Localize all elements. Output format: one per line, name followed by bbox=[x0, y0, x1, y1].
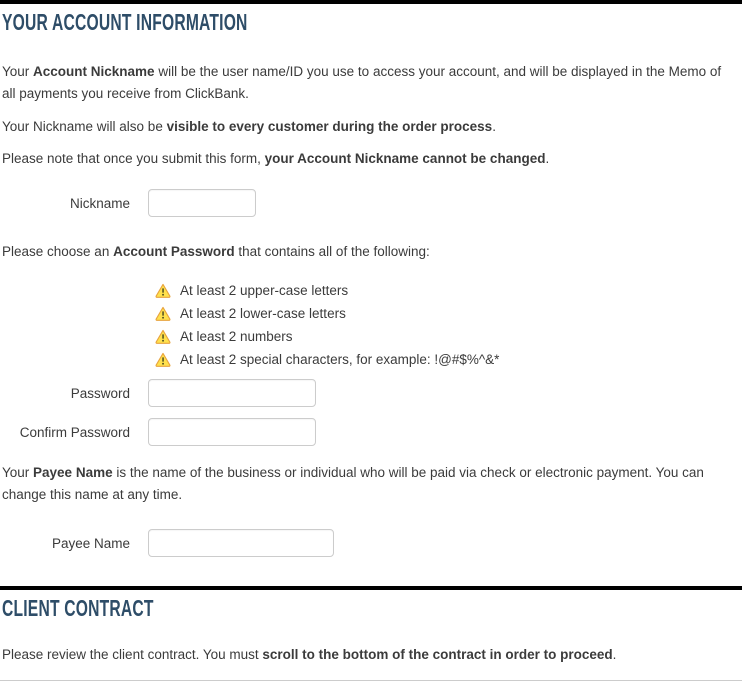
contract-instruction-bold: scroll to the bottom of the contract in order to proceed bbox=[262, 647, 613, 662]
nickname-warning-bold: your Account Nickname cannot be changed bbox=[264, 151, 546, 166]
payee-name-description bbox=[0, 462, 742, 506]
nickname-warning-rest: . bbox=[545, 151, 550, 166]
warning-icon bbox=[155, 329, 171, 344]
password-rule-lowercase bbox=[155, 302, 742, 325]
account-information-title bbox=[0, 4, 742, 35]
nickname-visibility-rest: . bbox=[492, 119, 496, 134]
nickname-description-rest: will be the user name/ID you use to access your account, and will be displayed in the Memo of all payments you receive from ClickBank. bbox=[2, 64, 722, 101]
nickname-label: Nickname bbox=[69, 195, 130, 211]
warning-icon bbox=[155, 283, 171, 298]
nickname-visibility-text: Your Nickname will also be bbox=[2, 119, 167, 134]
warning-icon bbox=[155, 352, 171, 367]
client-contract-title bbox=[0, 590, 742, 621]
password-rule-numbers bbox=[155, 325, 742, 348]
password-rule-label: At least 2 lower-case letters bbox=[180, 306, 346, 321]
contract-review-instruction bbox=[0, 644, 742, 666]
confirm-password-row bbox=[0, 418, 742, 446]
confirm-password-label: Confirm Password bbox=[19, 424, 130, 440]
password-instructions-rest: that contains all of the following: bbox=[234, 244, 430, 259]
password-instructions-text: Please choose an bbox=[2, 244, 114, 259]
nickname-warning-text: Please note that once you submit this form, bbox=[2, 151, 265, 166]
contract-box-top-border bbox=[0, 680, 742, 681]
payee-description-rest: is the name of the business or individual who will be paid via check or electronic payment. You can change this name at any time. bbox=[2, 465, 704, 502]
payee-name-label: Payee Name bbox=[51, 535, 130, 551]
password-input[interactable] bbox=[148, 379, 316, 407]
password-rule-special-chars bbox=[155, 348, 742, 371]
password-instructions bbox=[0, 241, 742, 263]
payee-name-row bbox=[0, 529, 742, 557]
password-rule-label: At least 2 numbers bbox=[180, 329, 293, 344]
password-rules-list bbox=[0, 279, 742, 371]
nickname-description bbox=[0, 61, 742, 105]
password-rule-uppercase bbox=[155, 279, 742, 302]
nickname-input[interactable] bbox=[148, 189, 256, 217]
password-row bbox=[0, 379, 742, 407]
account-information-title-text: YOUR ACCOUNT INFORMATION bbox=[2, 9, 248, 35]
nickname-visibility-bold: visible to every customer during the order process bbox=[166, 119, 493, 134]
client-contract-section bbox=[0, 586, 742, 681]
nickname-visibility-note bbox=[0, 116, 742, 138]
nickname-description-bold: Account Nickname bbox=[33, 64, 155, 79]
confirm-password-input[interactable] bbox=[148, 418, 316, 446]
password-rule-label: At least 2 upper-case letters bbox=[180, 283, 349, 298]
contract-instruction-rest: . bbox=[612, 647, 617, 662]
payee-name-input[interactable] bbox=[148, 529, 334, 557]
contract-instruction-text: Please review the client contract. You must bbox=[2, 647, 263, 662]
client-contract-title-text: CLIENT CONTRACT bbox=[2, 595, 154, 621]
password-instructions-bold: Account Password bbox=[113, 244, 235, 259]
nickname-warning-note bbox=[0, 148, 742, 170]
payee-description-text: Your bbox=[2, 465, 34, 480]
nickname-row bbox=[0, 189, 742, 217]
password-rule-label: At least 2 special characters, for example: !@#$%^&* bbox=[180, 352, 500, 367]
nickname-description-text: Your bbox=[2, 64, 34, 79]
payee-description-bold: Payee Name bbox=[33, 465, 113, 480]
warning-icon bbox=[155, 306, 171, 321]
password-label: Password bbox=[70, 385, 130, 401]
